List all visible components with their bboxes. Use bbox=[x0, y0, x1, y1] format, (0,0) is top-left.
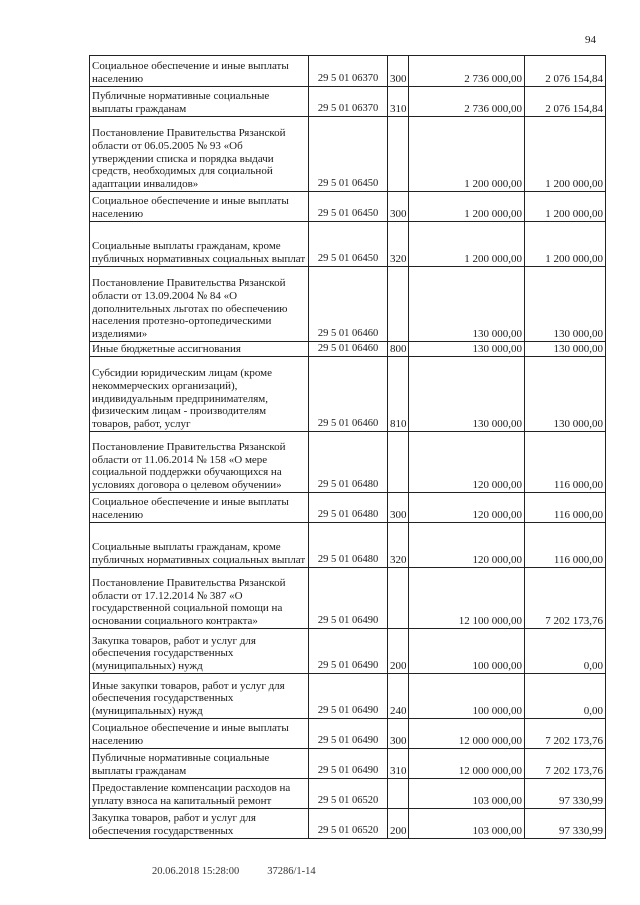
row-fact-amount: 97 330,99 bbox=[525, 809, 606, 839]
row-name: Постановление Правительства Рязанской области от 11.06.2014 № 158 «О мере социальной поддержки обучающихся на условиях договора о целевом обучении» bbox=[90, 432, 309, 493]
row-name: Социальное обеспечение и иные выплаты населению bbox=[90, 56, 309, 87]
row-fact-amount: 7 202 173,76 bbox=[525, 568, 606, 629]
row-code: 29 5 01 06460 bbox=[309, 267, 388, 342]
row-code: 29 5 01 06460 bbox=[309, 342, 388, 357]
table-row bbox=[90, 779, 606, 809]
table-row bbox=[90, 117, 606, 192]
row-plan-amount: 2 736 000,00 bbox=[409, 56, 525, 87]
row-code: 29 5 01 06480 bbox=[309, 523, 388, 568]
row-code: 29 5 01 06490 bbox=[309, 629, 388, 674]
row-type: 300 bbox=[388, 192, 409, 222]
row-plan-amount: 120 000,00 bbox=[409, 523, 525, 568]
row-name: Закупка товаров, работ и услуг для обеспечения государственных (муниципальных) нужд bbox=[90, 629, 309, 674]
row-type bbox=[388, 779, 409, 809]
row-plan-amount: 1 200 000,00 bbox=[409, 117, 525, 192]
table-row bbox=[90, 493, 606, 523]
row-type: 310 bbox=[388, 87, 409, 117]
row-plan-amount: 100 000,00 bbox=[409, 629, 525, 674]
table-row bbox=[90, 342, 606, 357]
table-row bbox=[90, 222, 606, 267]
row-code: 29 5 01 06460 bbox=[309, 357, 388, 432]
row-plan-amount: 130 000,00 bbox=[409, 357, 525, 432]
row-plan-amount: 1 200 000,00 bbox=[409, 222, 525, 267]
table-row bbox=[90, 87, 606, 117]
row-name: Постановление Правительства Рязанской области от 17.12.2014 № 387 «О государственной социальной помощи на основании социального контракта» bbox=[90, 568, 309, 629]
row-fact-amount: 97 330,99 bbox=[525, 779, 606, 809]
row-fact-amount: 1 200 000,00 bbox=[525, 222, 606, 267]
table-row bbox=[90, 56, 606, 87]
row-code: 29 5 01 06490 bbox=[309, 674, 388, 719]
row-code: 29 5 01 06480 bbox=[309, 493, 388, 523]
row-code: 29 5 01 06370 bbox=[309, 87, 388, 117]
table-row bbox=[90, 523, 606, 568]
row-code: 29 5 01 06520 bbox=[309, 779, 388, 809]
page-number: 94 bbox=[585, 34, 596, 46]
row-code: 29 5 01 06490 bbox=[309, 719, 388, 749]
row-name: Иные бюджетные ассигнования bbox=[90, 342, 309, 357]
row-fact-amount: 130 000,00 bbox=[525, 357, 606, 432]
row-type: 810 bbox=[388, 357, 409, 432]
row-code: 29 5 01 06370 bbox=[309, 56, 388, 87]
row-plan-amount: 103 000,00 bbox=[409, 779, 525, 809]
row-fact-amount: 0,00 bbox=[525, 629, 606, 674]
table-row bbox=[90, 568, 606, 629]
row-fact-amount: 0,00 bbox=[525, 674, 606, 719]
row-code: 29 5 01 06520 bbox=[309, 809, 388, 839]
row-fact-amount: 7 202 173,76 bbox=[525, 749, 606, 779]
row-plan-amount: 130 000,00 bbox=[409, 267, 525, 342]
row-name: Социальные выплаты гражданам, кроме публичных нормативных социальных выплат bbox=[90, 222, 309, 267]
row-code: 29 5 01 06450 bbox=[309, 192, 388, 222]
row-plan-amount: 12 000 000,00 bbox=[409, 719, 525, 749]
row-name: Публичные нормативные социальные выплаты гражданам bbox=[90, 87, 309, 117]
table-row bbox=[90, 267, 606, 342]
row-fact-amount: 1 200 000,00 bbox=[525, 192, 606, 222]
row-name: Иные закупки товаров, работ и услуг для обеспечения государственных (муниципальных) нужд bbox=[90, 674, 309, 719]
row-type bbox=[388, 568, 409, 629]
row-fact-amount: 116 000,00 bbox=[525, 493, 606, 523]
row-plan-amount: 1 200 000,00 bbox=[409, 192, 525, 222]
row-plan-amount: 12 000 000,00 bbox=[409, 749, 525, 779]
row-type: 320 bbox=[388, 222, 409, 267]
row-fact-amount: 1 200 000,00 bbox=[525, 117, 606, 192]
table-row bbox=[90, 749, 606, 779]
row-type bbox=[388, 267, 409, 342]
row-code: 29 5 01 06490 bbox=[309, 749, 388, 779]
row-type: 200 bbox=[388, 629, 409, 674]
row-fact-amount: 130 000,00 bbox=[525, 342, 606, 357]
table-row bbox=[90, 192, 606, 222]
row-name: Социальное обеспечение и иные выплаты населению bbox=[90, 192, 309, 222]
row-type: 800 bbox=[388, 342, 409, 357]
row-plan-amount: 100 000,00 bbox=[409, 674, 525, 719]
row-type bbox=[388, 117, 409, 192]
row-code: 29 5 01 06490 bbox=[309, 568, 388, 629]
row-type: 320 bbox=[388, 523, 409, 568]
row-type: 300 bbox=[388, 56, 409, 87]
row-plan-amount: 12 100 000,00 bbox=[409, 568, 525, 629]
table-row bbox=[90, 432, 606, 493]
row-name: Социальные выплаты гражданам, кроме публичных нормативных социальных выплат bbox=[90, 523, 309, 568]
row-name: Социальное обеспечение и иные выплаты населению bbox=[90, 719, 309, 749]
row-name: Предоставление компенсации расходов на уплату взноса на капитальный ремонт bbox=[90, 779, 309, 809]
row-fact-amount: 7 202 173,76 bbox=[525, 719, 606, 749]
row-code: 29 5 01 06450 bbox=[309, 117, 388, 192]
row-name: Социальное обеспечение и иные выплаты населению bbox=[90, 493, 309, 523]
row-name: Постановление Правительства Рязанской области от 13.09.2004 № 84 «О дополнительных льготах по обеспечению населения протезно-ортопедическими изделиями» bbox=[90, 267, 309, 342]
row-fact-amount: 116 000,00 bbox=[525, 523, 606, 568]
row-name: Закупка товаров, работ и услуг для обеспечения государственных bbox=[90, 809, 309, 839]
footer-doc-number: 37286/1-14 bbox=[267, 866, 316, 877]
footer-timestamp: 20.06.2018 15:28:00 bbox=[152, 866, 240, 877]
row-type bbox=[388, 432, 409, 493]
table-row bbox=[90, 674, 606, 719]
table-row bbox=[90, 629, 606, 674]
row-fact-amount: 116 000,00 bbox=[525, 432, 606, 493]
row-type: 310 bbox=[388, 749, 409, 779]
row-plan-amount: 120 000,00 bbox=[409, 493, 525, 523]
row-plan-amount: 103 000,00 bbox=[409, 809, 525, 839]
row-name: Субсидии юридическим лицам (кроме некоммерческих организаций), индивидуальным предпринимателям, физическим лицам - производителям товаров, работ, услуг bbox=[90, 357, 309, 432]
row-code: 29 5 01 06480 bbox=[309, 432, 388, 493]
row-type: 300 bbox=[388, 719, 409, 749]
row-fact-amount: 2 076 154,84 bbox=[525, 56, 606, 87]
row-code: 29 5 01 06450 bbox=[309, 222, 388, 267]
table-row bbox=[90, 809, 606, 839]
row-plan-amount: 130 000,00 bbox=[409, 342, 525, 357]
footer bbox=[152, 866, 316, 877]
row-type: 240 bbox=[388, 674, 409, 719]
budget-table bbox=[89, 55, 606, 839]
table-row bbox=[90, 719, 606, 749]
row-fact-amount: 130 000,00 bbox=[525, 267, 606, 342]
row-name: Постановление Правительства Рязанской области от 06.05.2005 № 93 «Об утверждении списка и порядка выдачи средств, необходимых для социальной адаптации инвалидов» bbox=[90, 117, 309, 192]
table-body bbox=[90, 56, 606, 839]
row-fact-amount: 2 076 154,84 bbox=[525, 87, 606, 117]
row-plan-amount: 120 000,00 bbox=[409, 432, 525, 493]
row-plan-amount: 2 736 000,00 bbox=[409, 87, 525, 117]
row-type: 200 bbox=[388, 809, 409, 839]
table-row bbox=[90, 357, 606, 432]
row-type: 300 bbox=[388, 493, 409, 523]
row-name: Публичные нормативные социальные выплаты гражданам bbox=[90, 749, 309, 779]
